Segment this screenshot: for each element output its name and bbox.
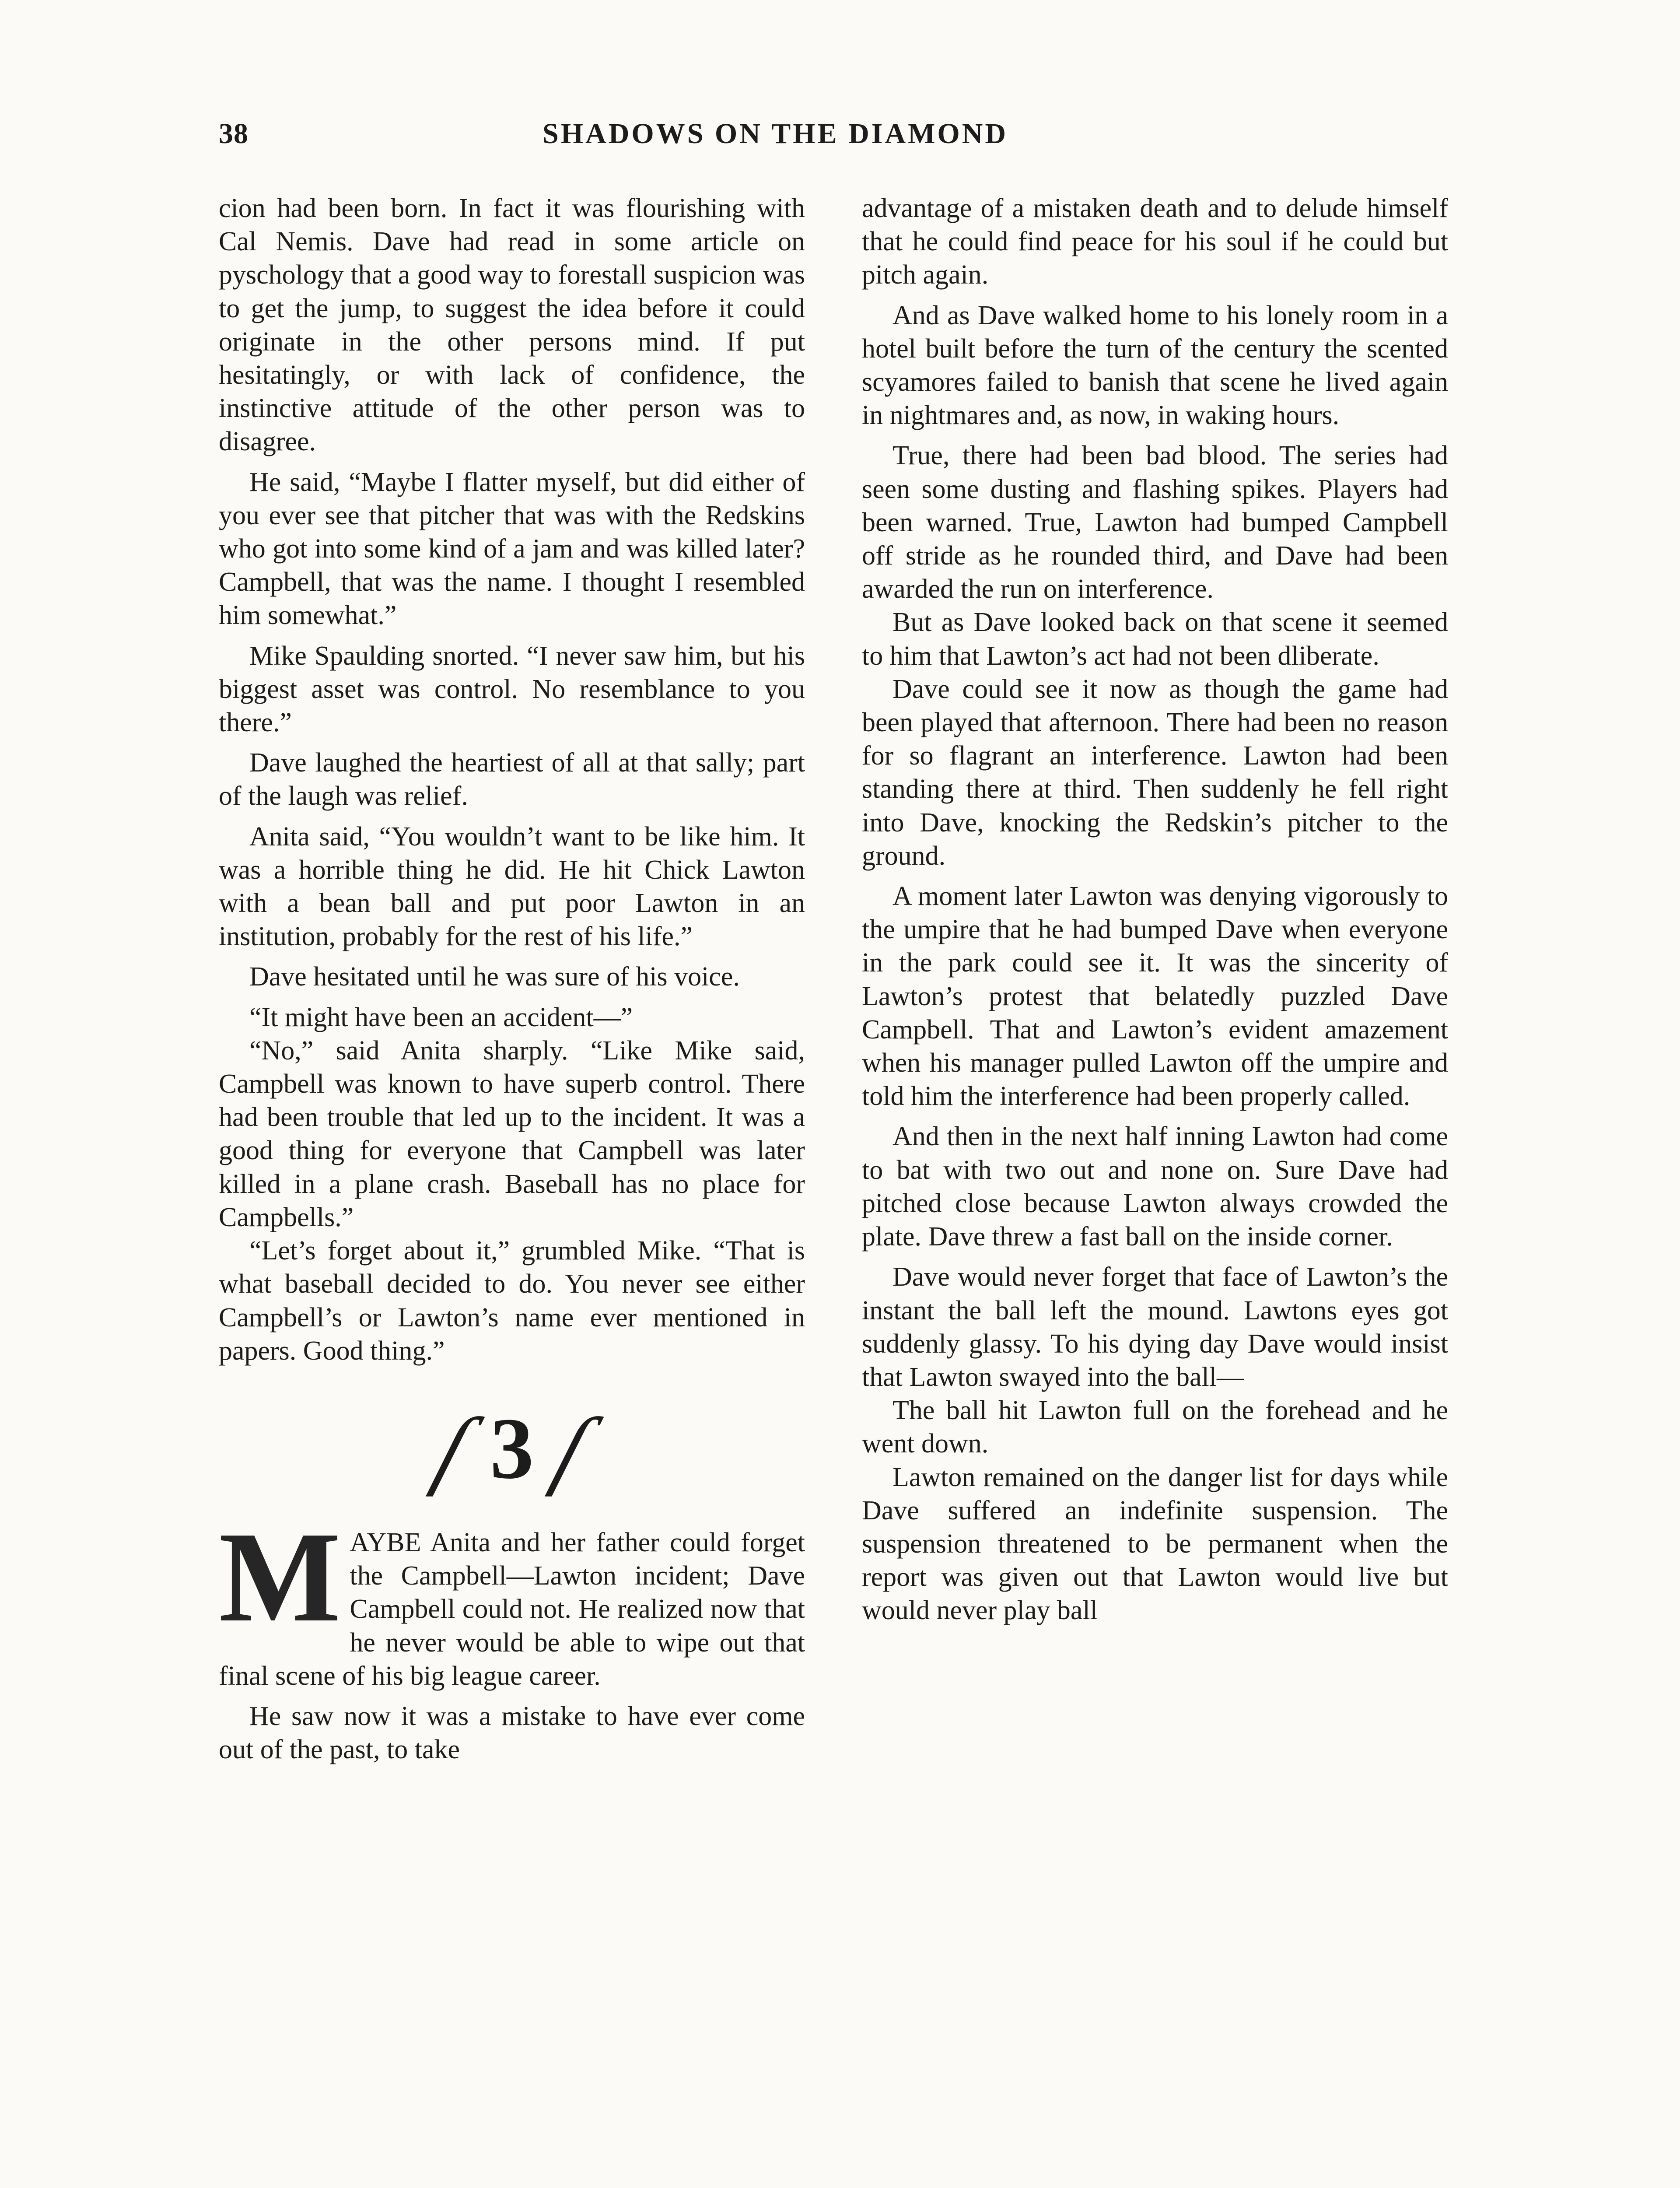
flourish-ornament-icon: ſ — [424, 1400, 481, 1497]
flourish-ornament-icon: ſ — [543, 1400, 599, 1497]
paragraph: The ball hit Lawton full on the forehead and he went down. — [862, 1396, 1448, 1459]
chapter-opening-paragraph — [219, 1505, 805, 1693]
drop-cap: M — [219, 1505, 340, 1649]
paragraph: “Let’s forget about it,” grumbled Mike. “That is what baseball decided to do. You never see either Campbell’s or Lawton’s name ever mentioned in papers. Good thing.” — [219, 1236, 805, 1366]
running-head-title: SHADOWS ON THE DIAMOND — [542, 118, 1008, 150]
paragraph: “No,” said Anita sharply. “Like Mike said, Campbell was known to have superb control. There had been trouble that led up to the incident. It was a good thing for everyone that Campbell was later killed in a plane crash. Baseball has no place for Campbells.” — [219, 1035, 805, 1232]
paragraph: And as Dave walked home to his lonely room in a hotel built before the turn of the century the scented scyamores failed to banish that scene he lived again in nightmares and, as now, in waking hours. — [862, 300, 1448, 431]
chapter-heading — [219, 1392, 805, 1506]
paragraph: He said, “Maybe I flatter myself, but did either of you ever see that pitcher that was with the Redskins who got into some kind of a jam and was killed later? Campbell, that was the name. I thought I resembled him somewhat.” — [219, 467, 805, 631]
paragraph: True, there had been bad blood. The series had seen some dusting and flashing spikes. Players had been warned. True, Lawton had bumped Campbell off stride as he rounded third, and Dave had been awarded the run on interference. — [862, 441, 1448, 604]
paragraph: “It might have been an accident—” — [249, 1002, 633, 1032]
paragraph: Mike Spaulding snorted. “I never saw him, but his biggest asset was control. No resemblance to you there.” — [219, 641, 805, 738]
chapter-opening-text: AYBE Anita and her father could forget the Campbell—Lawton incident; Dave Campbell could not. He realized now that he never would be able to wipe out that final scene of his big league career. — [219, 1527, 805, 1691]
right-column — [862, 192, 1448, 1627]
paragraph: Dave laughed the heartiest of all at that sally; part of the laugh was relief. — [219, 748, 805, 811]
paragraph: And then in the next half inning Lawton had come to bat with two out and none on. Sure Dave had pitched close because Lawton always crowded the plate. Dave threw a fast ball on the inside corner. — [862, 1122, 1448, 1252]
paragraph: A moment later Lawton was denying vigorously to the umpire that he had bumped Dave when everyone in the park could see it. It was the sincerity of Lawton’s protest that belatedly puzzled Dave Campbell. That and Lawton’s evident amazement when his manager pulled Lawton off the umpire and told him the interference had been properly called. — [862, 881, 1448, 1112]
paragraph: cion had been born. In fact it was flourishing with Cal Nemis. Dave had read in some article on pyschology that a good way to forestall suspicion was to get the jump, to suggest the idea before it could originate in the other persons mind. If put hesitatingly, or with lack of confidence, the instinctive attitude of the other person was to disagree. — [219, 193, 805, 457]
paragraph: advantage of a mistaken death and to delude himself that he could find peace for his soul if he could but pitch again. — [862, 193, 1448, 290]
paragraph: He saw now it was a mistake to have ever come out of the past, to take — [219, 1701, 805, 1765]
paragraph: Dave would never forget that face of Lawton’s the instant the ball left the mound. Lawtons eyes got suddenly glassy. To his dying day Dave would insist that Lawton swayed into the ball— — [862, 1262, 1448, 1392]
paragraph: But as Dave looked back on that scene it seemed to him that Lawton’s act had not been dliberate. — [862, 607, 1448, 671]
paragraph: Anita said, “You wouldn’t want to be like him. It was a horrible thing he did. He hit Chick Lawton with a bean ball and put poor Lawton in an institution, probably for the rest of his life.” — [219, 821, 805, 952]
paragraph: Dave could see it now as though the game had been played that afternoon. There had been no reason for so flagrant an interference. Lawton had been standing there at third. Then suddenly he fell right into Dave, knocking the Redskin’s pitcher to the ground. — [862, 674, 1448, 871]
chapter-number: 3 — [490, 1400, 534, 1497]
paragraph: Lawton remained on the danger list for days while Dave suffered an indefinite suspension. The suspension threatened to be permanent when the report was given out that Lawton would live but would never play ball — [862, 1462, 1448, 1626]
left-column — [219, 192, 805, 1766]
paragraph: Dave hesitated until he was sure of his voice. — [249, 962, 740, 992]
page-number: 38 — [219, 118, 248, 150]
